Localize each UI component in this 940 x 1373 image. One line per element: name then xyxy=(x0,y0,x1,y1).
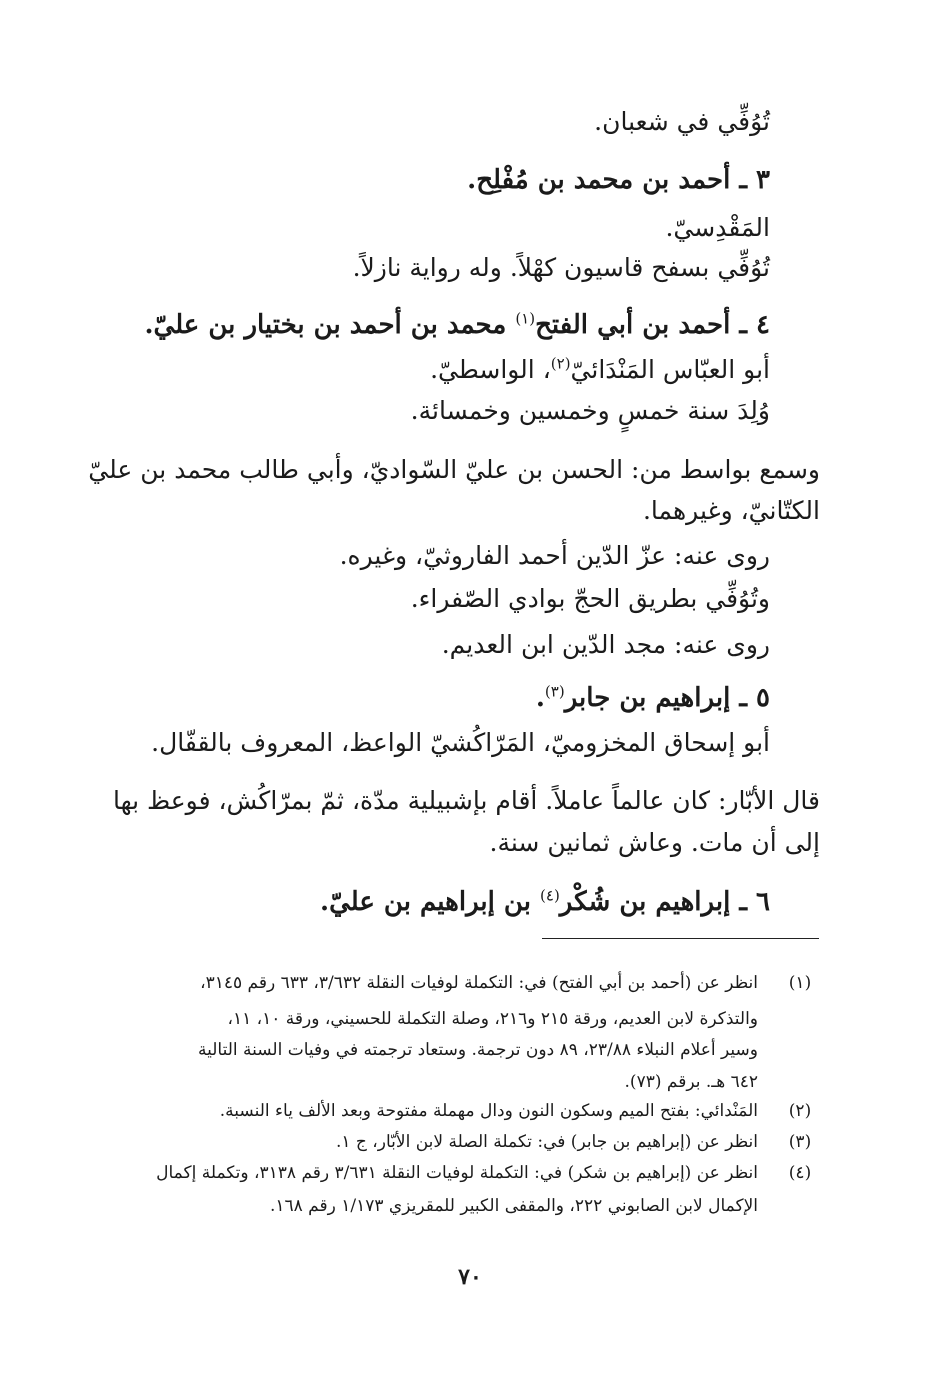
entry3-heading: ٣ ـ أحمد بن محمد بن مُفْلِح. xyxy=(467,165,770,195)
entry4-kunya-part2: ، الواسطيّ. xyxy=(430,355,551,384)
footnote-line: ٦٤٢ هـ. برقم (٧٣). xyxy=(624,1072,758,1092)
footnote-line: انظر عن (إبراهيم بن شكر) في: التكملة لوفيات النقلة ٣/٦٣١ رقم ٣١٣٨، وتكملة إكمال xyxy=(156,1163,758,1183)
entry4-heading-part2: محمد بن أحمد بن بختيار بن عليّ. xyxy=(144,310,516,340)
footnote-line: المَنْدائي: بفتح الميم وسكون النون ودال مهملة مفتوحة وبعد الألف ياء النسبة. xyxy=(219,1101,758,1121)
entry4-narrated2: روى عنه: مجد الدّين ابن العديم. xyxy=(441,630,770,659)
footnote-number: (١) xyxy=(788,973,812,993)
entry4-narrated1: روى عنه: عزّ الدّين أحمد الفاروثيّ، وغيره. xyxy=(339,541,770,570)
entry2-death-line: تُوُفِّي في شعبان. xyxy=(594,107,770,136)
entry4-heading xyxy=(144,307,770,343)
page-number: ٧٠ xyxy=(458,1264,482,1290)
entry5-heading-part2: . xyxy=(535,683,545,713)
entry5-heading-part1: ٥ ـ إبراهيم بن جابر xyxy=(564,683,770,713)
entry5-kunya: أبو إسحاق المخزوميّ، المَرّاكُشيّ الواعظ، المعروف بالقفّال. xyxy=(151,728,770,757)
entry4-heading-part1: ٤ ـ أحمد بن أبي الفتح xyxy=(535,310,770,340)
footnote-ref-3: (٣) xyxy=(544,682,565,701)
footnote-ref-4: (٤) xyxy=(540,886,560,905)
entry4-heard-line2: الكتّانيّ، وغيرهما. xyxy=(642,496,820,525)
entry4-kunya-part1: أبو العبّاس المَنْدَائيّ xyxy=(570,355,770,384)
entry4-kunya xyxy=(430,352,770,388)
footnote-number: (٢) xyxy=(788,1101,812,1121)
entry3-nisba: المَقْدِسيّ. xyxy=(665,213,770,242)
entry5-heading xyxy=(536,680,770,716)
footnote-ref-2: (٢) xyxy=(550,354,571,373)
footnote-line: الإكمال لابن الصابوني ٢٢٢، والمقفى الكبير للمقريزي ١/١٧٣ رقم ١٦٨. xyxy=(269,1196,758,1216)
entry5-quote-line1: قال الأبّار: كان عالماً عاملاً. أقام بإشبيلية مدّة، ثمّ بمرّاكُش، فوعظ بها xyxy=(112,786,820,815)
footnote-number: (٣) xyxy=(788,1132,812,1152)
footnote-line: والتذكرة لابن العديم، ورقة ٢١٥ و٢١٦، وصلة التكملة للحسيني، ورقة ١٠، ١١، xyxy=(227,1009,758,1029)
entry4-death: وتُوُفِّي بطريق الحجّ بوادي الصّفراء. xyxy=(410,584,770,613)
footnote-line: وسير أعلام النبلاء ٢٣/٨٨، ٨٩ دون ترجمة. وستعاد ترجمته في وفيات السنة التالية xyxy=(197,1040,758,1060)
entry4-heard-line1: وسمع بواسط من: الحسن بن عليّ السّواديّ، وأبي طالب محمد بن عليّ xyxy=(88,455,820,484)
entry6-heading-part2: بن إبراهيم بن عليّ. xyxy=(320,887,541,917)
footnote-ref-1: (١) xyxy=(515,309,536,328)
entry4-birth: وُلِدَ سنة خمسٍ وخمسين وخمسائة. xyxy=(410,396,770,425)
entry6-heading-part1: ٦ ـ إبراهيم بن شُكْر xyxy=(559,887,770,917)
entry6-heading xyxy=(320,884,770,920)
footnote-number: (٤) xyxy=(788,1163,812,1183)
footnote-line: انظر عن (أحمد بن أبي الفتح) في: التكملة لوفيات النقلة ٣/٦٣٢، ٦٣٣ رقم ٣١٤٥، xyxy=(200,973,758,993)
entry3-death: تُوُفِّي بسفح قاسيون كهْلاً. وله رواية نازلاً. xyxy=(352,253,770,282)
footnote-divider xyxy=(542,938,819,939)
entry5-quote-line2: إلى أن مات. وعاش ثمانين سنة. xyxy=(489,828,820,857)
footnote-line: انظر عن (إبراهيم بن جابر) في: تكملة الصلة لابن الأبّار، ج ١. xyxy=(335,1132,758,1152)
